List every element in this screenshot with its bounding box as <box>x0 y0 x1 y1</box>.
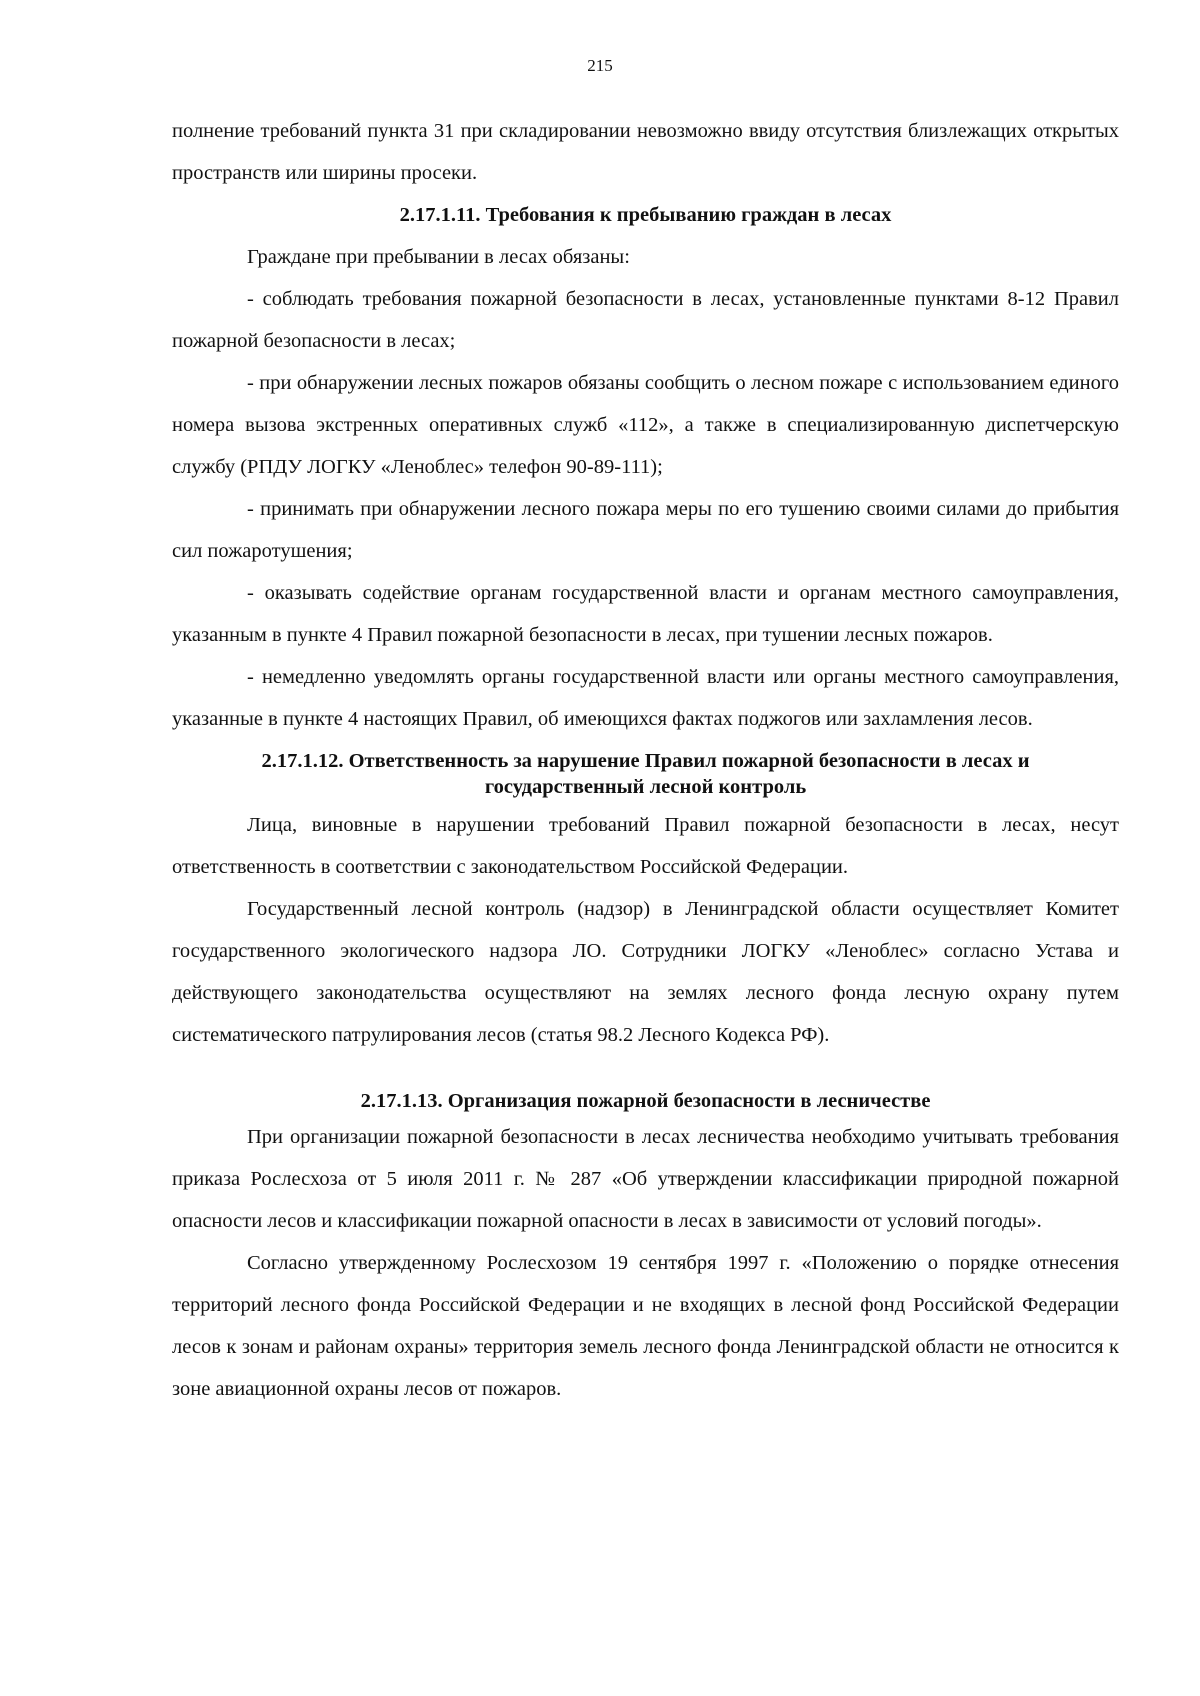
vertical-spacer <box>172 1056 1119 1086</box>
paragraph-continuation: полнение требований пункта 31 при складировании невозможно ввиду отсутствия близлежащих открытых пространств или ширины просеки. <box>172 120 1119 184</box>
paragraph-liability: Лица, виновные в нарушении требований Правил пожарной безопасности в лесах, несут ответственность в соответствии с законодательством Российской Федерации. <box>172 814 1119 878</box>
paragraph-state-control: Государственный лесной контроль (надзор) в Ленинградской области осуществляет Комитет государственного экологического надзора ЛО. Сотрудники ЛОГКУ «Леноблес» согласно Устава и действующего законодательства осуществляют на землях лесного фонда лесную охрану путем систематического патрулирования лесов (статья 98.2 Лесного Кодекса РФ). <box>172 898 1119 1046</box>
section-heading-2-17-1-13: 2.17.1.13. Организация пожарной безопасности в лесничестве <box>360 1090 931 1112</box>
section-heading-2-17-1-11: 2.17.1.11. Требования к пребыванию граждан в лесах <box>399 204 892 226</box>
section-heading-2-17-1-12 <box>172 740 1119 804</box>
section-heading-2-17-1-12-line-2: государственный лесной контроль <box>484 776 807 798</box>
section-heading-2-17-1-12-line-1: 2.17.1.12. Ответственность за нарушение Правил пожарной безопасности в лесах и <box>261 750 1030 772</box>
paragraph-comply-requirements: - соблюдать требования пожарной безопасности в лесах, установленные пунктами 8-12 Правил пожарной безопасности в лесах; <box>172 288 1119 352</box>
paragraph-extinguish-measures: - принимать при обнаружении лесного пожара меры по его тушению своими силами до прибытия сил пожаротушения; <box>172 498 1119 562</box>
paragraph-protection-zones: Согласно утвержденному Рослесхозом 19 сентября 1997 г. «Положению о порядке отнесения территорий лесного фонда Российской Федерации и не входящих в лесной фонд Российской Федерации лесов к зонам и районам охраны» территория земель лесного фонда Ленинградской области не относится к зоне авиационной охраны лесов от пожаров. <box>172 1252 1119 1400</box>
paragraph-report-fire: - при обнаружении лесных пожаров обязаны сообщить о лесном пожаре с использованием единого номера вызова экстренных оперативных служб «112», а также в специализированную диспетчерскую службу (РПДУ ЛОГКУ «Леноблес» телефон 90-89-111); <box>172 372 1119 478</box>
paragraph-order-requirements: При организации пожарной безопасности в лесах лесничества необходимо учитывать требования приказа Рослесхоза от 5 июля 2011 г. № 287 «Об утверждении классификации природной пожарной опасности лесов и классификации пожарной опасности в лесах в зависимости от условий погоды». <box>172 1126 1119 1232</box>
paragraph-citizens-obliged: Граждане при пребывании в лесах обязаны: <box>247 246 630 268</box>
paragraph-assist-authorities: - оказывать содействие органам государственной власти и органам местного самоуправления, указанным в пункте 4 Правил пожарной безопасности в лесах, при тушении лесных пожаров. <box>172 582 1119 646</box>
page-number: 215 <box>587 56 613 75</box>
paragraph-notify-authorities: - немедленно уведомлять органы государственной власти или органы местного самоуправления, указанные в пункте 4 настоящих Правил, об имеющихся фактах поджогов или захламления лесов. <box>172 666 1119 730</box>
document-body <box>172 110 1119 1410</box>
